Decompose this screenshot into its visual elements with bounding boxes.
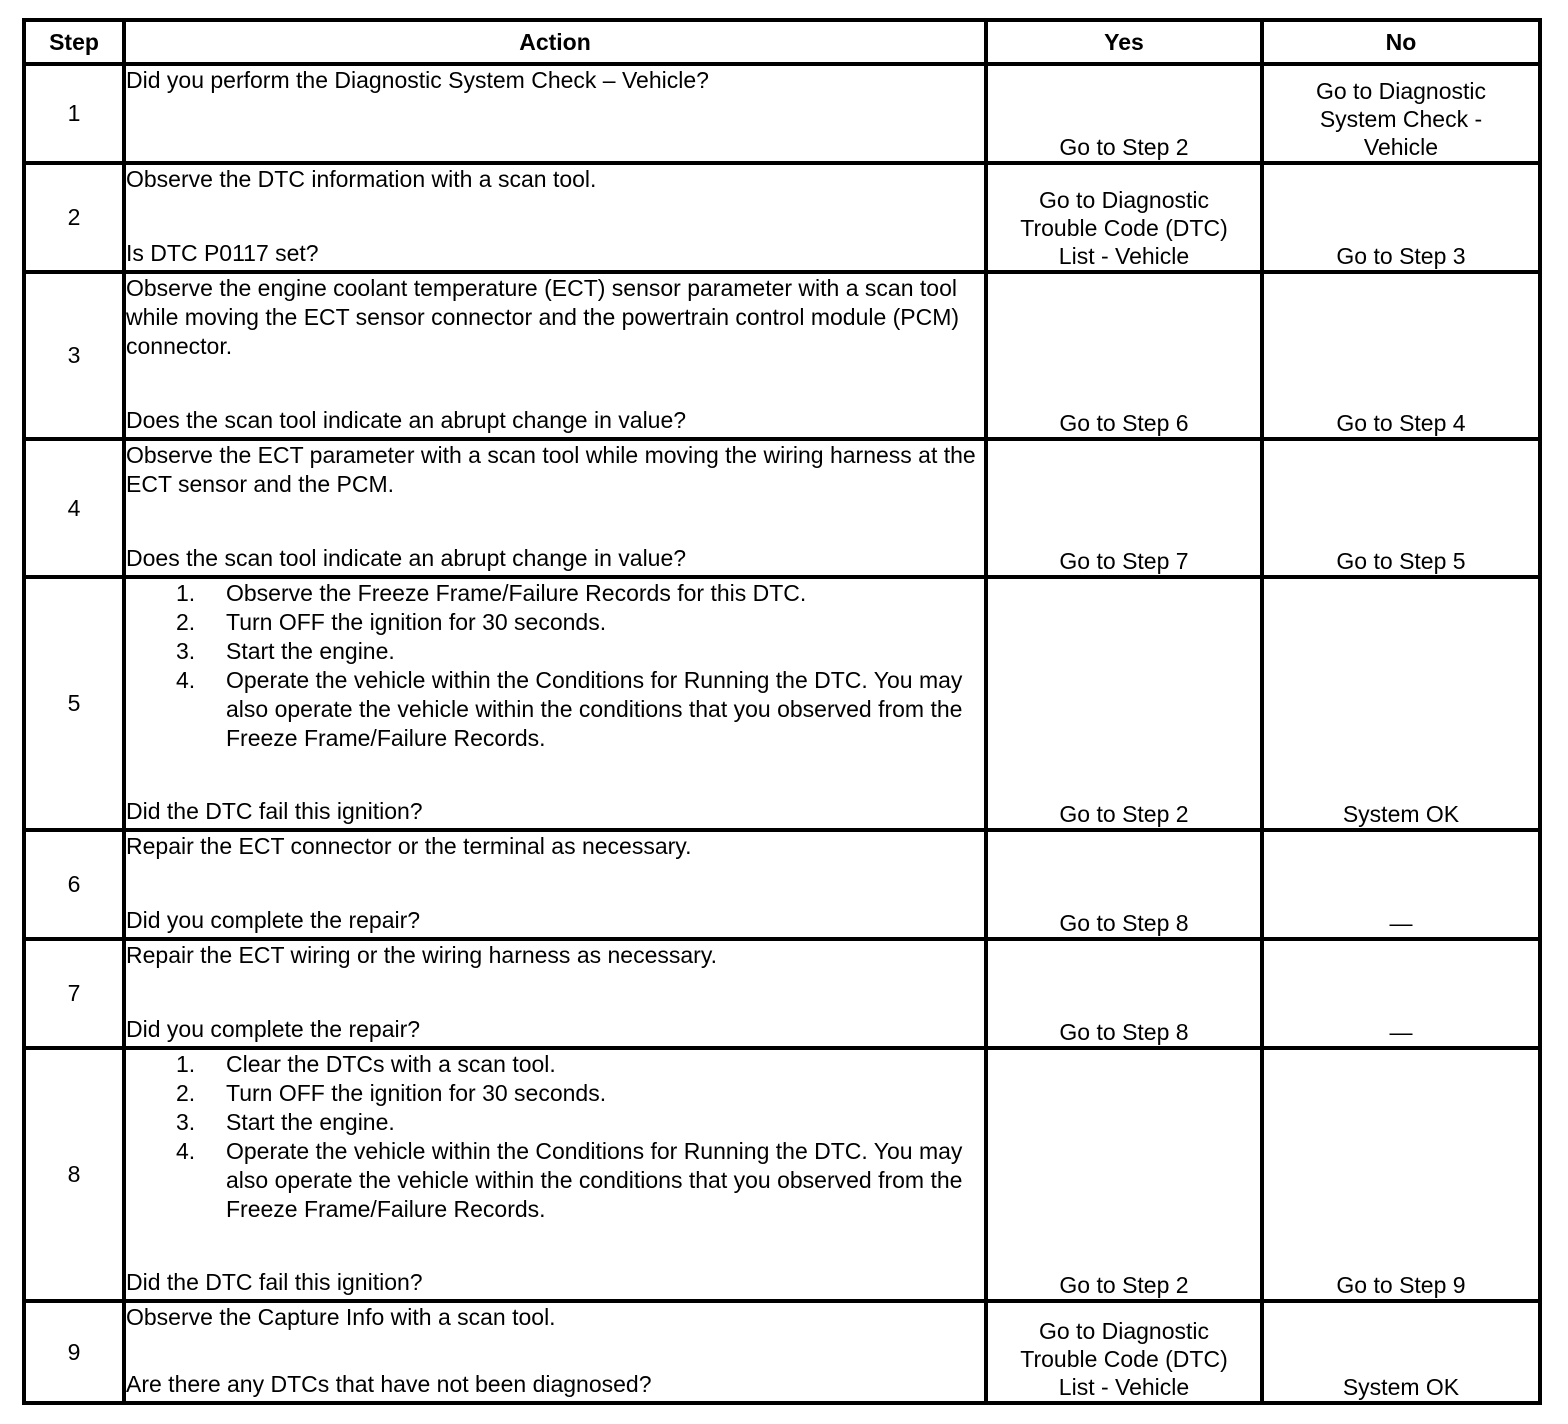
table-row bbox=[24, 1048, 1540, 1301]
action-question: Did you complete the repair? bbox=[126, 907, 421, 933]
table-row bbox=[24, 272, 1540, 439]
action-steps-list bbox=[126, 1050, 984, 1224]
action-question: Did the DTC fail this ignition? bbox=[126, 1269, 423, 1295]
yes-result: Go to Step 8 bbox=[986, 830, 1262, 939]
step-number: 6 bbox=[24, 830, 124, 939]
step-number: 3 bbox=[24, 272, 124, 439]
table-row bbox=[24, 830, 1540, 939]
action-question: Does the scan tool indicate an abrupt change in value? bbox=[126, 545, 687, 571]
action-instruction: Observe the engine coolant temperature (ECT) sensor parameter with a scan tool while moving the ECT sensor connector and the powertrain control module (PCM) connector. bbox=[126, 275, 960, 359]
yes-result: Go to Step 2 bbox=[986, 577, 1262, 830]
list-item-text: Observe the Freeze Frame/Failure Records for this DTC. bbox=[226, 580, 807, 606]
action-cell bbox=[124, 272, 986, 439]
action-question: Did the DTC fail this ignition? bbox=[126, 798, 423, 824]
action-instruction: Observe the Capture Info with a scan tool. bbox=[126, 1304, 556, 1330]
list-item-text: Start the engine. bbox=[226, 1109, 395, 1135]
no-result: Go to Step 5 bbox=[1262, 439, 1540, 577]
diagnostic-table bbox=[22, 18, 1542, 1405]
list-item bbox=[126, 637, 984, 666]
action-instruction: Did you perform the Diagnostic System Check – Vehicle? bbox=[126, 67, 709, 93]
action-cell bbox=[124, 939, 986, 1048]
step-number: 5 bbox=[24, 577, 124, 830]
action-question: Did you complete the repair? bbox=[126, 1016, 421, 1042]
list-item bbox=[126, 579, 984, 608]
no-result: System OK bbox=[1262, 577, 1540, 830]
list-item-text: Operate the vehicle within the Conditions for Running the DTC. You may also operate the vehicle within the conditions that you observed from the Freeze Frame/Failure Records. bbox=[226, 667, 963, 751]
no-result: Go to Diagnostic System Check - Vehicle bbox=[1262, 64, 1540, 163]
header-no: No bbox=[1262, 20, 1540, 64]
list-item-number: 3. bbox=[176, 1109, 196, 1135]
step-number: 2 bbox=[24, 163, 124, 272]
table-row bbox=[24, 64, 1540, 163]
action-instruction: Observe the ECT parameter with a scan tool while moving the wiring harness at the ECT sensor and the PCM. bbox=[126, 442, 976, 497]
list-item-text: Turn OFF the ignition for 30 seconds. bbox=[226, 1080, 607, 1106]
step-number: 1 bbox=[24, 64, 124, 163]
list-item-text: Operate the vehicle within the Conditions for Running the DTC. You may also operate the vehicle within the conditions that you observed from the Freeze Frame/Failure Records. bbox=[226, 1138, 963, 1222]
action-cell bbox=[124, 830, 986, 939]
action-cell bbox=[124, 577, 986, 830]
list-item-number: 2. bbox=[176, 1080, 196, 1106]
action-question: Are there any DTCs that have not been diagnosed? bbox=[126, 1371, 652, 1397]
no-result: Go to Step 4 bbox=[1262, 272, 1540, 439]
table-row bbox=[24, 939, 1540, 1048]
no-result: Go to Step 9 bbox=[1262, 1048, 1540, 1301]
yes-result: Go to Diagnostic Trouble Code (DTC) List - Vehicle bbox=[986, 163, 1262, 272]
list-item-number: 4. bbox=[176, 667, 196, 693]
list-item-text: Clear the DTCs with a scan tool. bbox=[226, 1051, 556, 1077]
list-item-number: 4. bbox=[176, 1138, 196, 1164]
no-result: — bbox=[1262, 830, 1540, 939]
step-number: 7 bbox=[24, 939, 124, 1048]
header-step: Step bbox=[24, 20, 124, 64]
header-yes: Yes bbox=[986, 20, 1262, 64]
step-number: 9 bbox=[24, 1301, 124, 1403]
yes-result: Go to Step 6 bbox=[986, 272, 1262, 439]
action-steps-list bbox=[126, 579, 984, 753]
list-item bbox=[126, 666, 984, 753]
list-item-text: Start the engine. bbox=[226, 638, 395, 664]
action-cell bbox=[124, 163, 986, 272]
table-row bbox=[24, 439, 1540, 577]
action-cell bbox=[124, 64, 986, 163]
list-item-number: 2. bbox=[176, 609, 196, 635]
no-result: Go to Step 3 bbox=[1262, 163, 1540, 272]
list-item bbox=[126, 1079, 984, 1108]
list-item bbox=[126, 1050, 984, 1079]
table-row bbox=[24, 1301, 1540, 1403]
action-cell bbox=[124, 1301, 986, 1403]
no-result: — bbox=[1262, 939, 1540, 1048]
list-item bbox=[126, 608, 984, 637]
yes-result: Go to Step 8 bbox=[986, 939, 1262, 1048]
table-row bbox=[24, 577, 1540, 830]
step-number: 4 bbox=[24, 439, 124, 577]
action-instruction: Observe the DTC information with a scan tool. bbox=[126, 166, 597, 192]
action-instruction: Repair the ECT connector or the terminal as necessary. bbox=[126, 833, 692, 859]
list-item-number: 1. bbox=[176, 1051, 196, 1077]
header-row bbox=[24, 20, 1540, 64]
list-item bbox=[126, 1137, 984, 1224]
table-row bbox=[24, 163, 1540, 272]
yes-result: Go to Diagnostic Trouble Code (DTC) List - Vehicle bbox=[986, 1301, 1262, 1403]
action-question: Does the scan tool indicate an abrupt change in value? bbox=[126, 407, 687, 433]
yes-result: Go to Step 2 bbox=[986, 64, 1262, 163]
yes-result: Go to Step 7 bbox=[986, 439, 1262, 577]
list-item-text: Turn OFF the ignition for 30 seconds. bbox=[226, 609, 607, 635]
list-item bbox=[126, 1108, 984, 1137]
no-result: System OK bbox=[1262, 1301, 1540, 1403]
action-question: Is DTC P0117 set? bbox=[126, 240, 319, 266]
yes-result: Go to Step 2 bbox=[986, 1048, 1262, 1301]
action-cell bbox=[124, 1048, 986, 1301]
action-instruction: Repair the ECT wiring or the wiring harness as necessary. bbox=[126, 942, 718, 968]
list-item-number: 1. bbox=[176, 580, 196, 606]
step-number: 8 bbox=[24, 1048, 124, 1301]
header-action: Action bbox=[124, 20, 986, 64]
action-cell bbox=[124, 439, 986, 577]
list-item-number: 3. bbox=[176, 638, 196, 664]
